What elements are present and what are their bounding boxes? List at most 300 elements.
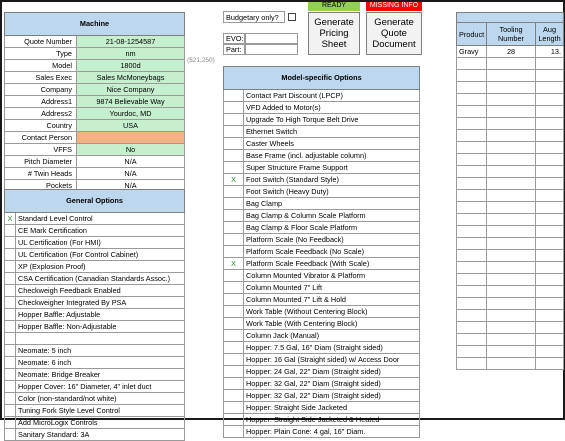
tooling-cell[interactable]: 28 — [487, 46, 536, 58]
machine-field-label: Sales Exec — [5, 72, 77, 84]
model-option-row — [224, 330, 420, 342]
model-option-label: Contact Part Discount (LPCP) — [244, 90, 420, 102]
model-option-label: Hopper: 32 Gal, 22" Diam (Straight sided) — [244, 378, 420, 390]
general-option-label — [16, 333, 185, 345]
model-option-check[interactable] — [224, 378, 244, 390]
empty-cell[interactable] — [536, 154, 564, 166]
model-option-check[interactable] — [224, 90, 244, 102]
machine-row — [5, 144, 185, 156]
machine-field-value[interactable]: N/A — [77, 156, 185, 168]
empty-cell[interactable] — [487, 130, 536, 142]
empty-cell[interactable] — [457, 334, 487, 346]
empty-cell[interactable] — [536, 70, 564, 82]
empty-cell[interactable] — [536, 310, 564, 322]
model-option-row — [224, 102, 420, 114]
empty-cell[interactable] — [487, 226, 536, 238]
general-option-check[interactable] — [5, 405, 16, 417]
evo-field[interactable] — [245, 33, 298, 44]
model-option-check[interactable] — [224, 306, 244, 318]
budgetary-label: Budgetary only? — [223, 11, 285, 23]
product-empty-row — [457, 154, 564, 166]
general-option-row — [5, 297, 185, 309]
empty-cell[interactable] — [536, 346, 564, 358]
empty-cell[interactable] — [536, 226, 564, 238]
empty-cell[interactable] — [457, 214, 487, 226]
model-option-row — [224, 138, 420, 150]
machine-field-value[interactable]: USA — [77, 120, 185, 132]
empty-cell[interactable] — [536, 322, 564, 334]
empty-cell[interactable] — [457, 94, 487, 106]
empty-cell[interactable] — [536, 130, 564, 142]
empty-cell[interactable] — [487, 154, 536, 166]
model-option-label: Hopper: 32 Gal, 22" Diam (Straight sided) — [244, 390, 420, 402]
product-empty-row — [457, 82, 564, 94]
empty-cell[interactable] — [457, 82, 487, 94]
empty-cell[interactable] — [536, 190, 564, 202]
model-option-row — [224, 354, 420, 366]
machine-row — [5, 72, 185, 84]
general-option-label: Checkweigher Integrated By PSA — [16, 297, 185, 309]
model-option-check[interactable]: X — [224, 174, 244, 186]
general-option-label: Checkweigh Feedback Enabled — [16, 285, 185, 297]
model-option-check[interactable] — [224, 246, 244, 258]
product-empty-row — [457, 118, 564, 130]
machine-field-label: Pitch Diameter — [5, 156, 77, 168]
model-options-table — [223, 66, 420, 438]
model-option-label: Hopper: Straight Side Jacketed & Heated — [244, 414, 420, 426]
model-option-label: Work Table (With Centering Block) — [244, 318, 420, 330]
model-option-row — [224, 198, 420, 210]
model-option-row — [224, 342, 420, 354]
model-option-row — [224, 186, 420, 198]
empty-cell[interactable] — [457, 118, 487, 130]
model-option-check[interactable]: X — [224, 258, 244, 270]
machine-field-value[interactable]: 9874 Believable Way — [77, 96, 185, 108]
model-option-row — [224, 258, 420, 270]
machine-field-value[interactable]: Sales McMoneybags — [77, 72, 185, 84]
model-option-row — [224, 318, 420, 330]
model-option-check[interactable] — [224, 342, 244, 354]
model-option-row — [224, 378, 420, 390]
model-option-label: Bag Clamp — [244, 198, 420, 210]
product-empty-row — [457, 106, 564, 118]
model-option-check[interactable] — [224, 222, 244, 234]
empty-cell[interactable] — [487, 178, 536, 190]
empty-cell[interactable] — [536, 214, 564, 226]
general-option-label: Hopper Baffle: Adjustable — [16, 309, 185, 321]
model-option-check[interactable] — [224, 270, 244, 282]
product-table — [456, 12, 564, 370]
model-options-title: Model-specific Options — [224, 67, 420, 90]
model-option-label: Work Table (Without Centering Block) — [244, 306, 420, 318]
empty-cell[interactable] — [536, 142, 564, 154]
general-option-check[interactable] — [5, 261, 16, 273]
general-option-label: Hopper Cover: 16" Diameter, 4" inlet duct — [16, 381, 185, 393]
general-option-row — [5, 213, 185, 225]
empty-cell[interactable] — [536, 202, 564, 214]
machine-field-label: Country — [5, 120, 77, 132]
machine-field-label: Model — [5, 60, 77, 72]
empty-cell[interactable] — [457, 358, 487, 370]
model-option-check[interactable] — [224, 114, 244, 126]
product-empty-row — [457, 274, 564, 286]
model-option-label: Hopper: Straight Side Jacketed — [244, 402, 420, 414]
empty-cell[interactable] — [487, 58, 536, 70]
machine-field-label: Contact Person — [5, 132, 77, 144]
empty-cell[interactable] — [457, 106, 487, 118]
empty-cell[interactable] — [457, 70, 487, 82]
empty-cell[interactable] — [487, 82, 536, 94]
empty-cell[interactable] — [536, 274, 564, 286]
model-option-check[interactable] — [224, 390, 244, 402]
generate-pricing-sheet-button[interactable]: Generate Pricing Sheet — [308, 12, 360, 55]
empty-cell[interactable] — [457, 346, 487, 358]
empty-cell[interactable] — [536, 118, 564, 130]
product-empty-row — [457, 94, 564, 106]
model-option-label: Super Structure Frame Support — [244, 162, 420, 174]
general-option-label: Color (non-standard/not white) — [16, 393, 185, 405]
model-option-label: Column Jack (Manual) — [244, 330, 420, 342]
machine-field-value[interactable] — [77, 132, 185, 144]
model-option-row — [224, 426, 420, 438]
model-option-label: Hopper: 16 Gal (Straight sided) w/ Access Door — [244, 354, 420, 366]
machine-row — [5, 84, 185, 96]
machine-field-label: Quote Number — [5, 36, 77, 48]
empty-cell[interactable] — [487, 70, 536, 82]
product-empty-row — [457, 238, 564, 250]
missing-info-status: MISSING INFO — [366, 2, 422, 11]
general-option-check[interactable]: X — [5, 213, 16, 225]
general-option-check[interactable] — [5, 273, 16, 285]
general-option-check[interactable] — [5, 345, 16, 357]
empty-cell[interactable] — [536, 298, 564, 310]
empty-cell[interactable] — [457, 154, 487, 166]
model-option-check[interactable] — [224, 426, 244, 438]
general-option-row — [5, 345, 185, 357]
empty-cell[interactable] — [457, 262, 487, 274]
product-empty-row — [457, 70, 564, 82]
product-empty-row — [457, 310, 564, 322]
empty-cell[interactable] — [487, 286, 536, 298]
col-header-product: Product — [457, 23, 487, 46]
machine-field-value[interactable]: No — [77, 144, 185, 156]
model-option-row — [224, 210, 420, 222]
empty-cell[interactable] — [536, 58, 564, 70]
empty-cell[interactable] — [457, 178, 487, 190]
model-option-check[interactable] — [224, 126, 244, 138]
product-row — [457, 46, 564, 58]
machine-field-value[interactable]: Nice Company — [77, 84, 185, 96]
empty-cell[interactable] — [487, 142, 536, 154]
general-option-row — [5, 285, 185, 297]
general-option-label: Tuning Fork Style Level Control — [16, 405, 185, 417]
model-option-row — [224, 90, 420, 102]
model-option-check[interactable] — [224, 138, 244, 150]
model-option-label: Column Mounted Vibrator & Platform — [244, 270, 420, 282]
machine-row — [5, 36, 185, 48]
model-option-row — [224, 222, 420, 234]
machine-field-value[interactable]: nm — [77, 48, 185, 60]
empty-cell[interactable] — [536, 106, 564, 118]
empty-cell[interactable] — [487, 106, 536, 118]
model-option-row — [224, 306, 420, 318]
machine-field-label: Type — [5, 48, 77, 60]
general-option-row — [5, 309, 185, 321]
general-option-check[interactable] — [5, 381, 16, 393]
empty-cell[interactable] — [487, 202, 536, 214]
empty-cell[interactable] — [487, 310, 536, 322]
empty-cell[interactable] — [457, 130, 487, 142]
model-option-row — [224, 282, 420, 294]
empty-cell[interactable] — [457, 166, 487, 178]
aug-length-cell[interactable]: 13. — [536, 46, 564, 58]
general-option-row — [5, 417, 185, 429]
general-option-row — [5, 249, 185, 261]
general-option-check[interactable] — [5, 429, 16, 441]
model-option-check[interactable] — [224, 210, 244, 222]
empty-cell[interactable] — [457, 250, 487, 262]
general-option-label: Neomate: Bridge Breaker — [16, 369, 185, 381]
general-option-label: XP (Explosion Proof) — [16, 261, 185, 273]
general-options-title: General Options — [5, 190, 185, 213]
budgetary-checkbox[interactable] — [288, 13, 296, 21]
empty-cell[interactable] — [457, 238, 487, 250]
model-option-check[interactable] — [224, 234, 244, 246]
model-option-label: Hopper: 7.5 Gal, 16" Diam (Straight sided) — [244, 342, 420, 354]
general-option-row — [5, 357, 185, 369]
machine-field-value[interactable]: Yourdoc, MD — [77, 108, 185, 120]
general-option-check[interactable] — [5, 369, 16, 381]
part-field[interactable] — [245, 44, 298, 55]
empty-cell[interactable] — [536, 178, 564, 190]
empty-cell[interactable] — [487, 250, 536, 262]
model-option-check[interactable] — [224, 282, 244, 294]
machine-field-value[interactable]: 21-08-1254587 — [77, 36, 185, 48]
col-header-aug-length: Aug Length — [536, 23, 564, 46]
empty-cell[interactable] — [457, 322, 487, 334]
model-option-row — [224, 150, 420, 162]
empty-cell[interactable] — [457, 58, 487, 70]
empty-cell[interactable] — [457, 286, 487, 298]
general-option-row — [5, 429, 185, 441]
product-empty-row — [457, 334, 564, 346]
product-empty-row — [457, 214, 564, 226]
machine-field-value[interactable]: N/A — [77, 180, 185, 192]
product-cell[interactable]: Gravy — [457, 46, 487, 58]
model-option-label: Hopper: Plain Cone: 4 gal, 16" Diam. — [244, 426, 420, 438]
general-option-row — [5, 405, 185, 417]
model-option-label: Base Frame (incl. adjustable column) — [244, 150, 420, 162]
model-option-row — [224, 174, 420, 186]
machine-field-label: Address1 — [5, 96, 77, 108]
machine-row — [5, 120, 185, 132]
general-option-check[interactable] — [5, 333, 16, 345]
general-option-label: CSA Certification (Canadian Standards Assoc.) — [16, 273, 185, 285]
empty-cell[interactable] — [487, 94, 536, 106]
general-option-label: UL Certification (For HMI) — [16, 237, 185, 249]
empty-cell[interactable] — [487, 334, 536, 346]
empty-cell[interactable] — [487, 190, 536, 202]
empty-cell[interactable] — [487, 298, 536, 310]
model-option-row — [224, 126, 420, 138]
empty-cell[interactable] — [487, 166, 536, 178]
model-option-label: Upgrade To High Torque Belt Drive — [244, 114, 420, 126]
model-option-row — [224, 366, 420, 378]
model-option-check[interactable] — [224, 318, 244, 330]
empty-cell[interactable] — [487, 346, 536, 358]
general-option-check[interactable] — [5, 237, 16, 249]
machine-field-label: VFFS — [5, 144, 77, 156]
ready-status: READY — [308, 2, 360, 11]
general-option-check[interactable] — [5, 393, 16, 405]
machine-title: Machine — [5, 13, 185, 36]
model-option-label: VFD Added to Motor(s) — [244, 102, 420, 114]
model-option-row — [224, 234, 420, 246]
empty-cell[interactable] — [487, 274, 536, 286]
empty-cell[interactable] — [457, 190, 487, 202]
empty-cell[interactable] — [457, 298, 487, 310]
empty-cell[interactable] — [457, 226, 487, 238]
general-option-check[interactable] — [5, 285, 16, 297]
general-option-check[interactable] — [5, 309, 16, 321]
product-empty-row — [457, 130, 564, 142]
machine-field-value[interactable]: 1800d — [77, 60, 185, 72]
general-option-row — [5, 393, 185, 405]
general-option-row — [5, 321, 185, 333]
general-option-check[interactable] — [5, 297, 16, 309]
product-empty-row — [457, 286, 564, 298]
product-empty-row — [457, 298, 564, 310]
product-empty-row — [457, 190, 564, 202]
general-option-row — [5, 381, 185, 393]
general-option-row — [5, 261, 185, 273]
general-option-check[interactable] — [5, 357, 16, 369]
model-option-check[interactable] — [224, 102, 244, 114]
general-option-row — [5, 225, 185, 237]
model-option-label: Hopper: 24 Gal, 22" Diam (Straight sided) — [244, 366, 420, 378]
empty-cell[interactable] — [457, 202, 487, 214]
empty-cell[interactable] — [536, 286, 564, 298]
machine-row — [5, 168, 185, 180]
general-option-label: Sanitary Standard: 3A — [16, 429, 185, 441]
col-header-tooling: Tooling Number — [487, 23, 536, 46]
empty-cell[interactable] — [487, 238, 536, 250]
empty-cell[interactable] — [536, 82, 564, 94]
empty-cell[interactable] — [536, 358, 564, 370]
general-option-check[interactable] — [5, 249, 16, 261]
product-empty-row — [457, 262, 564, 274]
general-option-label: Add MicroLogix Controls — [16, 417, 185, 429]
machine-row — [5, 108, 185, 120]
machine-field-label: Pockets — [5, 180, 77, 192]
empty-cell[interactable] — [457, 274, 487, 286]
model-option-check[interactable] — [224, 366, 244, 378]
machine-row — [5, 132, 185, 144]
general-option-row — [5, 273, 185, 285]
machine-field-value[interactable]: N/A — [77, 168, 185, 180]
model-option-row — [224, 246, 420, 258]
part-label: Part: — [223, 44, 245, 55]
empty-cell[interactable] — [457, 310, 487, 322]
model-option-check[interactable] — [224, 186, 244, 198]
general-option-row — [5, 333, 185, 345]
general-option-label: UL Certification (For Control Cabinet) — [16, 249, 185, 261]
general-option-check[interactable] — [5, 321, 16, 333]
model-option-check[interactable] — [224, 294, 244, 306]
model-option-label: Foot Switch (Standard Style) — [244, 174, 420, 186]
model-option-label: Foot Switch (Heavy Duty) — [244, 186, 420, 198]
general-options-table — [4, 189, 185, 441]
product-empty-row — [457, 178, 564, 190]
empty-cell[interactable] — [536, 166, 564, 178]
product-empty-row — [457, 322, 564, 334]
empty-cell[interactable] — [536, 238, 564, 250]
general-option-row — [5, 369, 185, 381]
generate-quote-document-button[interactable]: Generate Quote Document — [366, 12, 422, 55]
model-option-check[interactable] — [224, 402, 244, 414]
general-option-label: Hopper Baffle: Non-Adjustable — [16, 321, 185, 333]
model-option-row — [224, 402, 420, 414]
product-empty-row — [457, 142, 564, 154]
model-option-row — [224, 294, 420, 306]
machine-field-label: Address2 — [5, 108, 77, 120]
machine-table — [4, 12, 185, 192]
empty-cell[interactable] — [487, 118, 536, 130]
model-option-check[interactable] — [224, 198, 244, 210]
model-option-check[interactable] — [224, 330, 244, 342]
general-option-row — [5, 237, 185, 249]
product-empty-row — [457, 166, 564, 178]
model-price: ($21,250) — [187, 57, 215, 64]
model-option-label: Platform Scale Feedback (With Scale) — [244, 258, 420, 270]
product-empty-row — [457, 250, 564, 262]
product-table-band — [457, 13, 564, 23]
model-option-row — [224, 162, 420, 174]
empty-cell[interactable] — [457, 142, 487, 154]
model-option-label: Caster Wheels — [244, 138, 420, 150]
machine-row — [5, 156, 185, 168]
general-option-label: Neomate: 5 inch — [16, 345, 185, 357]
general-option-check[interactable] — [5, 225, 16, 237]
model-option-label: Bag Clamp & Column Scale Platform — [244, 210, 420, 222]
machine-field-label: Company — [5, 84, 77, 96]
empty-cell[interactable] — [487, 358, 536, 370]
model-option-check[interactable] — [224, 354, 244, 366]
model-option-label: Ethernet Switch — [244, 126, 420, 138]
machine-row — [5, 48, 185, 60]
evo-label: EVO: — [223, 33, 245, 44]
empty-cell[interactable] — [487, 214, 536, 226]
product-empty-row — [457, 346, 564, 358]
model-option-check[interactable] — [224, 162, 244, 174]
machine-row — [5, 96, 185, 108]
empty-cell[interactable] — [487, 262, 536, 274]
general-option-label: CE Mark Certification — [16, 225, 185, 237]
product-empty-row — [457, 202, 564, 214]
general-option-check[interactable] — [5, 417, 16, 429]
model-option-check[interactable] — [224, 150, 244, 162]
empty-cell[interactable] — [536, 250, 564, 262]
model-option-row — [224, 114, 420, 126]
model-option-label: Column Mounted 7" Lift & Hold — [244, 294, 420, 306]
empty-cell[interactable] — [536, 334, 564, 346]
empty-cell[interactable] — [536, 94, 564, 106]
empty-cell[interactable] — [536, 262, 564, 274]
model-option-label: Platform Scale Feedback (No Scale) — [244, 246, 420, 258]
empty-cell[interactable] — [487, 322, 536, 334]
general-option-label: Standard Level Control — [16, 213, 185, 225]
general-option-label: Neomate: 6 inch — [16, 357, 185, 369]
